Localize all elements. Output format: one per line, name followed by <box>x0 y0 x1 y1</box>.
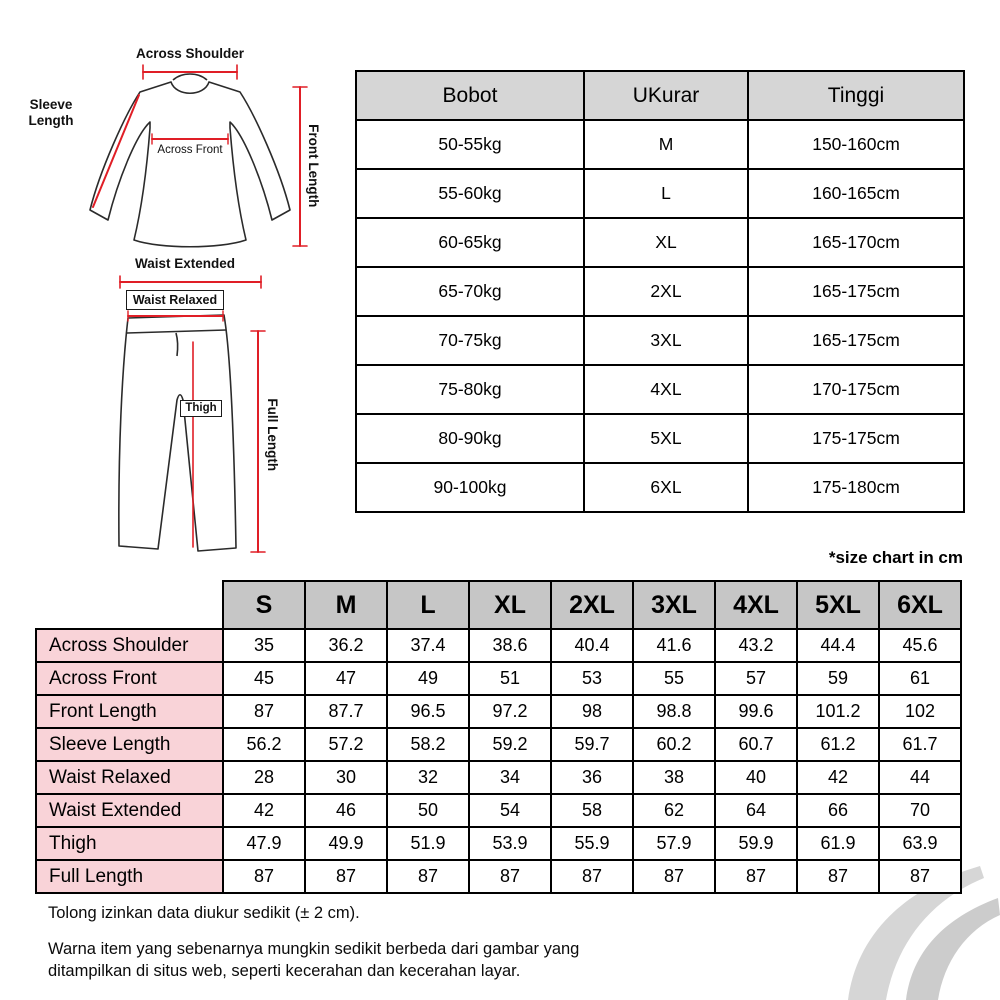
pants-drawing <box>119 315 236 551</box>
weight-table-cell: 80-90kg <box>356 414 584 463</box>
size-table-cell: 61 <box>879 662 961 695</box>
size-table-cell: 44 <box>879 761 961 794</box>
weight-table-cell: 2XL <box>584 267 748 316</box>
size-table-cell: 40.4 <box>551 629 633 662</box>
weight-table-cell: 6XL <box>584 463 748 512</box>
size-column-header: XL <box>469 581 551 629</box>
shirt-drawing <box>90 74 290 247</box>
size-table-row <box>36 662 961 695</box>
size-table-cell: 49.9 <box>305 827 387 860</box>
weight-table-row <box>356 365 964 414</box>
size-table-cell: 59.7 <box>551 728 633 761</box>
size-table-cell: 60.7 <box>715 728 797 761</box>
size-table-cell: 87.7 <box>305 695 387 728</box>
size-table-cell: 51 <box>469 662 551 695</box>
size-table-cell: 36 <box>551 761 633 794</box>
weight-table-cell: 90-100kg <box>356 463 584 512</box>
size-table-cell: 87 <box>797 860 879 893</box>
size-table-cell: 38 <box>633 761 715 794</box>
size-table-cell: 61.2 <box>797 728 879 761</box>
size-table-row <box>36 629 961 662</box>
size-table-cell: 61.9 <box>797 827 879 860</box>
size-column-header: 4XL <box>715 581 797 629</box>
size-table-cell: 42 <box>223 794 305 827</box>
size-table-cell: 102 <box>879 695 961 728</box>
across-front-label: Across Front <box>157 144 223 156</box>
size-table-cell: 87 <box>223 695 305 728</box>
size-table-row <box>36 794 961 827</box>
size-row-label: Front Length <box>36 695 223 728</box>
size-table-cell: 55.9 <box>551 827 633 860</box>
size-header-row <box>36 581 961 629</box>
weight-table-cell: XL <box>584 218 748 267</box>
size-row-label: Full Length <box>36 860 223 893</box>
size-table-cell: 45.6 <box>879 629 961 662</box>
weight-column-header: UKurar <box>584 71 748 120</box>
thigh-label: Thigh <box>180 400 222 417</box>
size-table-cell: 38.6 <box>469 629 551 662</box>
weight-table-cell: 175-175cm <box>748 414 964 463</box>
size-table-cell: 32 <box>387 761 469 794</box>
weight-table-row <box>356 463 964 512</box>
size-table-cell: 51.9 <box>387 827 469 860</box>
size-table-cell: 87 <box>469 860 551 893</box>
footnotes <box>48 903 648 996</box>
size-table-cell: 34 <box>469 761 551 794</box>
size-table-cell: 47 <box>305 662 387 695</box>
size-table-cell: 42 <box>797 761 879 794</box>
size-table-cell: 35 <box>223 629 305 662</box>
size-table-cell: 57 <box>715 662 797 695</box>
waist-relaxed-label: Waist Relaxed <box>126 290 224 310</box>
weight-table-cell: 5XL <box>584 414 748 463</box>
size-row-label: Sleeve Length <box>36 728 223 761</box>
weight-table-row <box>356 169 964 218</box>
size-chart-note: *size chart in cm <box>828 548 963 567</box>
size-table-cell: 63.9 <box>879 827 961 860</box>
weight-table-cell: 165-175cm <box>748 267 964 316</box>
shirt-outline <box>90 82 290 247</box>
size-column-header: 2XL <box>551 581 633 629</box>
size-column-header: 5XL <box>797 581 879 629</box>
size-table-row <box>36 860 961 893</box>
weight-table <box>355 70 965 513</box>
size-table-cell: 53 <box>551 662 633 695</box>
collar-arc <box>173 74 207 80</box>
weight-table-cell: 50-55kg <box>356 120 584 169</box>
size-table <box>35 580 962 894</box>
size-table-cell: 54 <box>469 794 551 827</box>
size-table-cell: 44.4 <box>797 629 879 662</box>
size-table-cell: 36.2 <box>305 629 387 662</box>
size-table-cell: 87 <box>715 860 797 893</box>
size-column-header: L <box>387 581 469 629</box>
size-table-cell: 87 <box>633 860 715 893</box>
size-table-corner <box>36 581 223 629</box>
size-table-cell: 50 <box>387 794 469 827</box>
weight-header-row <box>356 71 964 120</box>
size-table-cell: 70 <box>879 794 961 827</box>
size-table-cell: 47.9 <box>223 827 305 860</box>
weight-column-header: Tinggi <box>748 71 964 120</box>
size-table-cell: 61.7 <box>879 728 961 761</box>
size-table-cell: 59.9 <box>715 827 797 860</box>
sleeve-length-label: Sleeve Length <box>28 97 74 128</box>
size-table-cell: 99.6 <box>715 695 797 728</box>
size-table-cell: 62 <box>633 794 715 827</box>
weight-table-cell: 60-65kg <box>356 218 584 267</box>
size-table-cell: 58.2 <box>387 728 469 761</box>
weight-table-cell: 175-180cm <box>748 463 964 512</box>
weight-table-cell: 165-175cm <box>748 316 964 365</box>
weight-table-cell: L <box>584 169 748 218</box>
size-table-cell: 46 <box>305 794 387 827</box>
weight-table-cell: 150-160cm <box>748 120 964 169</box>
weight-table-cell: 3XL <box>584 316 748 365</box>
footnote-tolerance: Tolong izinkan data diukur sedikit (± 2 cm). <box>48 904 360 922</box>
size-table-cell: 87 <box>879 860 961 893</box>
size-table-cell: 97.2 <box>469 695 551 728</box>
size-table-cell: 98 <box>551 695 633 728</box>
size-table-cell: 64 <box>715 794 797 827</box>
size-table-cell: 101.2 <box>797 695 879 728</box>
across-shoulder-label: Across Shoulder <box>135 46 245 61</box>
size-table-row <box>36 695 961 728</box>
size-table-cell: 59 <box>797 662 879 695</box>
size-table-cell: 58 <box>551 794 633 827</box>
size-table-row <box>36 728 961 761</box>
size-row-label: Across Shoulder <box>36 629 223 662</box>
weight-table-cell: 55-60kg <box>356 169 584 218</box>
weight-table-cell: 4XL <box>584 365 748 414</box>
size-table-cell: 87 <box>387 860 469 893</box>
size-table-cell: 45 <box>223 662 305 695</box>
size-table-cell: 87 <box>551 860 633 893</box>
size-table-cell: 98.8 <box>633 695 715 728</box>
size-table-cell: 56.2 <box>223 728 305 761</box>
size-row-label: Across Front <box>36 662 223 695</box>
size-table-cell: 43.2 <box>715 629 797 662</box>
size-table-cell: 59.2 <box>469 728 551 761</box>
size-table-cell: 30 <box>305 761 387 794</box>
weight-table-cell: 160-165cm <box>748 169 964 218</box>
size-table-cell: 41.6 <box>633 629 715 662</box>
weight-table-cell: 165-170cm <box>748 218 964 267</box>
weight-column-header: Bobot <box>356 71 584 120</box>
weight-table-cell: 70-75kg <box>356 316 584 365</box>
size-column-header: 3XL <box>633 581 715 629</box>
size-table-cell: 87 <box>305 860 387 893</box>
size-row-label: Thigh <box>36 827 223 860</box>
size-table-cell: 53.9 <box>469 827 551 860</box>
size-table-cell: 57.9 <box>633 827 715 860</box>
size-column-header: 6XL <box>879 581 961 629</box>
weight-table-cell: 170-175cm <box>748 365 964 414</box>
full-length-label: Full Length <box>264 398 280 472</box>
size-table-row <box>36 761 961 794</box>
size-table-cell: 66 <box>797 794 879 827</box>
size-table-cell: 96.5 <box>387 695 469 728</box>
size-row-label: Waist Extended <box>36 794 223 827</box>
footnote-color: Warna item yang sebenarnya mungkin sedikit berbeda dari gambar yang ditampilkan di situs web, seperti kecerahan dan kecerahan layar. <box>48 939 580 980</box>
size-row-label: Waist Relaxed <box>36 761 223 794</box>
weight-table-row <box>356 218 964 267</box>
weight-table-row <box>356 414 964 463</box>
front-length-label: Front Length <box>305 124 321 208</box>
size-table-cell: 60.2 <box>633 728 715 761</box>
weight-table-cell: M <box>584 120 748 169</box>
waist-extended-label: Waist Extended <box>134 256 236 271</box>
size-table-cell: 28 <box>223 761 305 794</box>
weight-table-row <box>356 316 964 365</box>
size-table-cell: 40 <box>715 761 797 794</box>
size-table-cell: 49 <box>387 662 469 695</box>
weight-table-row <box>356 120 964 169</box>
size-table-cell: 55 <box>633 662 715 695</box>
weight-table-cell: 65-70kg <box>356 267 584 316</box>
weight-table-row <box>356 267 964 316</box>
size-table-cell: 37.4 <box>387 629 469 662</box>
size-table-row <box>36 827 961 860</box>
size-column-header: S <box>223 581 305 629</box>
size-table-cell: 87 <box>223 860 305 893</box>
weight-table-cell: 75-80kg <box>356 365 584 414</box>
size-table-cell: 57.2 <box>305 728 387 761</box>
size-column-header: M <box>305 581 387 629</box>
